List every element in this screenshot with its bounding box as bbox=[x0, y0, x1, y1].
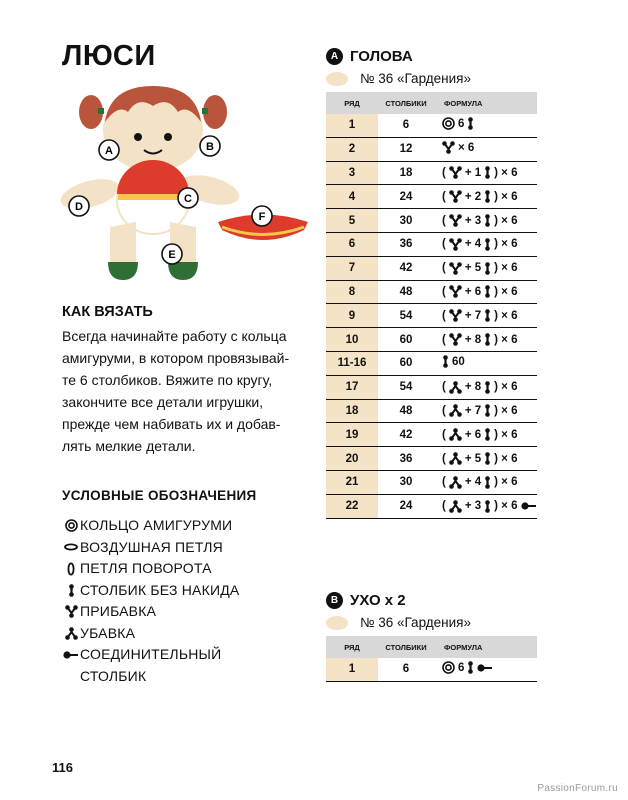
stitch-count: 54 bbox=[378, 304, 434, 328]
formula-text: + 3 bbox=[464, 500, 482, 513]
formula-text: ( bbox=[442, 333, 446, 346]
table-row bbox=[326, 328, 537, 352]
legend-item bbox=[62, 580, 239, 602]
formula-text: + 6 bbox=[464, 428, 482, 441]
stitch-count: 48 bbox=[378, 280, 434, 304]
formula-text: ) × 6 bbox=[494, 190, 518, 203]
chain-stitch-icon bbox=[62, 537, 80, 559]
single-crochet-icon bbox=[484, 285, 491, 298]
formula bbox=[434, 256, 537, 280]
legend-item bbox=[62, 623, 239, 645]
formula-text: + 3 bbox=[464, 214, 482, 227]
formula-text: ( bbox=[442, 262, 446, 275]
formula-text: + 6 bbox=[464, 285, 482, 298]
formula bbox=[434, 161, 537, 185]
row-number: 11-16 bbox=[326, 351, 378, 375]
stitch-count: 60 bbox=[378, 351, 434, 375]
formula bbox=[434, 114, 537, 137]
label-d-text: D bbox=[75, 201, 83, 213]
formula-text: ) × 6 bbox=[494, 428, 518, 441]
section-ear bbox=[326, 592, 537, 682]
legend-label: СТОЛБИК БЕЗ НАКИДА bbox=[80, 581, 240, 598]
single-crochet-icon bbox=[467, 661, 474, 674]
pattern-rows-ear bbox=[326, 658, 537, 681]
stitch-count: 42 bbox=[378, 423, 434, 447]
formula-text: + 8 bbox=[464, 333, 482, 346]
stitch-count: 36 bbox=[378, 447, 434, 471]
formula-text: ( bbox=[442, 476, 446, 489]
how-to-line: амигуруми, в котором провязывай- bbox=[62, 350, 290, 366]
single-crochet-icon bbox=[484, 238, 491, 251]
formula bbox=[434, 470, 537, 494]
turning-chain-icon bbox=[62, 558, 80, 580]
label-a-badge bbox=[99, 140, 119, 160]
table-row bbox=[326, 658, 537, 681]
legend-heading: УСЛОВНЫЕ ОБОЗНАЧЕНИЯ bbox=[62, 488, 257, 503]
legend-item bbox=[62, 558, 239, 580]
section-a-badge: A bbox=[326, 48, 343, 65]
magic-ring-icon bbox=[62, 515, 80, 537]
stitch-count: 18 bbox=[378, 161, 434, 185]
formula bbox=[434, 399, 537, 423]
label-f-badge bbox=[252, 206, 272, 226]
row-number: 10 bbox=[326, 328, 378, 352]
single-crochet-icon bbox=[484, 404, 491, 417]
formula-text: ) × 6 bbox=[494, 238, 518, 251]
formula bbox=[434, 280, 537, 304]
col-stitches: СТОЛБИКИ bbox=[378, 92, 434, 114]
doll-illustration bbox=[58, 82, 320, 292]
row-number: 4 bbox=[326, 185, 378, 209]
formula-text: + 4 bbox=[464, 476, 482, 489]
single-crochet-icon bbox=[484, 190, 491, 203]
formula-text: + 1 bbox=[464, 166, 482, 179]
formula bbox=[434, 375, 537, 399]
how-to-line: закончите все детали игрушки, bbox=[62, 394, 264, 410]
formula-text: ( bbox=[442, 285, 446, 298]
table-row bbox=[326, 399, 537, 423]
table-row bbox=[326, 209, 537, 233]
increase-icon bbox=[442, 141, 455, 154]
table-row bbox=[326, 494, 537, 518]
formula-text: + 8 bbox=[464, 381, 482, 394]
increase-icon bbox=[449, 333, 462, 346]
how-to-text bbox=[62, 325, 310, 457]
table-row bbox=[326, 470, 537, 494]
stitch-count: 12 bbox=[378, 137, 434, 161]
formula bbox=[434, 185, 537, 209]
legend-item bbox=[62, 537, 239, 559]
formula-text: ) × 6 bbox=[494, 333, 518, 346]
formula-text: ) × 6 bbox=[494, 500, 518, 513]
single-crochet-icon bbox=[484, 476, 491, 489]
section-a-yarn bbox=[326, 71, 537, 86]
single-crochet-icon bbox=[484, 428, 491, 441]
stitch-count: 48 bbox=[378, 399, 434, 423]
formula bbox=[434, 209, 537, 233]
row-number: 21 bbox=[326, 470, 378, 494]
increase-icon bbox=[449, 262, 462, 275]
page-title: ЛЮСИ bbox=[62, 40, 156, 72]
formula-text: 6 bbox=[458, 117, 465, 130]
stitch-count: 36 bbox=[378, 232, 434, 256]
col-row: РЯД bbox=[326, 636, 378, 658]
row-number: 17 bbox=[326, 375, 378, 399]
decrease-icon bbox=[449, 500, 462, 513]
col-formula: ФОРМУЛА bbox=[434, 92, 537, 114]
col-stitches: СТОЛБИКИ bbox=[378, 636, 434, 658]
stitch-count: 24 bbox=[378, 185, 434, 209]
formula-text: + 5 bbox=[464, 262, 482, 275]
table-row bbox=[326, 304, 537, 328]
formula-text: ( bbox=[442, 381, 446, 394]
formula-text: ( bbox=[442, 428, 446, 441]
section-b-badge: B bbox=[326, 592, 343, 609]
legend-label: КОЛЬЦО АМИГУРУМИ bbox=[80, 517, 233, 533]
stitch-count: 6 bbox=[378, 658, 434, 681]
magic-ring-icon bbox=[442, 117, 455, 130]
row-number: 19 bbox=[326, 423, 378, 447]
table-row bbox=[326, 256, 537, 280]
table-row bbox=[326, 280, 537, 304]
formula bbox=[434, 351, 537, 375]
legend-list bbox=[62, 515, 239, 687]
single-crochet-icon bbox=[484, 309, 491, 322]
page-number: 116 bbox=[52, 760, 73, 775]
yarn-label: № 36 «Гардения» bbox=[360, 615, 471, 630]
table-header-row bbox=[326, 92, 537, 114]
single-crochet-icon bbox=[442, 355, 449, 368]
decrease-icon bbox=[449, 404, 462, 417]
legend-item bbox=[62, 601, 239, 623]
single-crochet-icon bbox=[62, 580, 80, 602]
col-row: РЯД bbox=[326, 92, 378, 114]
row-number: 7 bbox=[326, 256, 378, 280]
formula-text: + 2 bbox=[464, 190, 482, 203]
yarn-swatch-icon bbox=[326, 72, 348, 86]
site-watermark: PassionForum.ru bbox=[537, 783, 618, 794]
section-b-title: УХО x 2 bbox=[350, 592, 406, 609]
single-crochet-icon bbox=[484, 214, 491, 227]
table-row bbox=[326, 423, 537, 447]
row-number: 1 bbox=[326, 114, 378, 137]
row-number: 22 bbox=[326, 494, 378, 518]
formula-text: ) × 6 bbox=[494, 166, 518, 179]
stitch-count: 54 bbox=[378, 375, 434, 399]
row-number: 2 bbox=[326, 137, 378, 161]
legend-item bbox=[62, 644, 239, 687]
formula-text: ( bbox=[442, 452, 446, 465]
section-a-header bbox=[326, 48, 537, 65]
formula-text: ) × 6 bbox=[494, 309, 518, 322]
formula-text: ( bbox=[442, 309, 446, 322]
table-row bbox=[326, 375, 537, 399]
table-row bbox=[326, 232, 537, 256]
legend-label: ВОЗДУШНАЯ ПЕТЛЯ bbox=[80, 538, 223, 555]
table-row bbox=[326, 161, 537, 185]
label-e-badge bbox=[162, 244, 182, 264]
legend-label: СОЕДИНИТЕЛЬНЫЙ СТОЛБИК bbox=[80, 646, 222, 684]
decrease-icon bbox=[449, 452, 462, 465]
formula-text: ) × 6 bbox=[494, 404, 518, 417]
formula-text: ( bbox=[442, 214, 446, 227]
increase-icon bbox=[62, 601, 80, 623]
single-crochet-icon bbox=[484, 333, 491, 346]
legend-item bbox=[62, 515, 239, 537]
section-a-title: ГОЛОВА bbox=[350, 48, 413, 65]
increase-icon bbox=[449, 166, 462, 179]
single-crochet-icon bbox=[484, 452, 491, 465]
yarn-label: № 36 «Гардения» bbox=[360, 71, 471, 86]
decrease-icon bbox=[62, 623, 80, 645]
formula-text: + 4 bbox=[464, 238, 482, 251]
formula-text: + 5 bbox=[464, 452, 482, 465]
table-row bbox=[326, 185, 537, 209]
stitch-count: 30 bbox=[378, 470, 434, 494]
slip-stitch-icon bbox=[477, 664, 493, 672]
label-b-text: B bbox=[206, 141, 214, 153]
single-crochet-icon bbox=[467, 117, 474, 130]
row-number: 1 bbox=[326, 658, 378, 681]
stitch-count: 42 bbox=[378, 256, 434, 280]
label-c-badge bbox=[178, 188, 198, 208]
legend-label: ПЕТЛЯ ПОВОРОТА bbox=[80, 560, 212, 576]
table-row bbox=[326, 114, 537, 137]
increase-icon bbox=[449, 238, 462, 251]
formula-text: ) × 6 bbox=[494, 381, 518, 394]
slip-stitch-icon bbox=[62, 644, 80, 666]
formula bbox=[434, 137, 537, 161]
table-row bbox=[326, 137, 537, 161]
stitch-count: 6 bbox=[378, 114, 434, 137]
stitch-count: 60 bbox=[378, 328, 434, 352]
increase-icon bbox=[449, 190, 462, 203]
increase-icon bbox=[449, 309, 462, 322]
decrease-icon bbox=[449, 428, 462, 441]
pattern-rows-head bbox=[326, 114, 537, 518]
formula-text: ) × 6 bbox=[494, 452, 518, 465]
stitch-count: 30 bbox=[378, 209, 434, 233]
row-number: 18 bbox=[326, 399, 378, 423]
decrease-icon bbox=[449, 476, 462, 489]
how-to-line: те 6 столбиков. Вяжите по кругу, bbox=[62, 372, 273, 388]
single-crochet-icon bbox=[484, 262, 491, 275]
formula bbox=[434, 304, 537, 328]
single-crochet-icon bbox=[484, 381, 491, 394]
label-a-text: A bbox=[105, 145, 113, 157]
stitch-count: 24 bbox=[378, 494, 434, 518]
formula-text: ( bbox=[442, 404, 446, 417]
how-to-line: прежде чем набивать их и добав- bbox=[62, 416, 281, 432]
formula-text: ) × 6 bbox=[494, 476, 518, 489]
table-row bbox=[326, 351, 537, 375]
formula-text: ) × 6 bbox=[494, 285, 518, 298]
formula-text: ( bbox=[442, 166, 446, 179]
section-b-yarn bbox=[326, 615, 537, 630]
how-to-line: Всегда начинайте работу с кольца bbox=[62, 328, 287, 344]
table-row bbox=[326, 447, 537, 471]
formula bbox=[434, 232, 537, 256]
formula-text: × 6 bbox=[458, 141, 475, 154]
how-to-line: лять мелкие детали. bbox=[62, 438, 196, 454]
section-b-header bbox=[326, 592, 537, 609]
formula-text: ) × 6 bbox=[494, 214, 518, 227]
single-crochet-icon bbox=[484, 500, 491, 513]
row-number: 6 bbox=[326, 232, 378, 256]
formula-text: ( bbox=[442, 238, 446, 251]
legend-label: ПРИБАВКА bbox=[80, 603, 157, 619]
slip-stitch-icon bbox=[521, 502, 537, 510]
formula bbox=[434, 423, 537, 447]
label-b-badge bbox=[200, 136, 220, 156]
row-number: 9 bbox=[326, 304, 378, 328]
increase-icon bbox=[449, 285, 462, 298]
label-f-text: F bbox=[258, 211, 266, 223]
doll-arm-left bbox=[58, 174, 122, 215]
formula-text: + 7 bbox=[464, 404, 482, 417]
label-d-badge bbox=[69, 196, 89, 216]
row-number: 3 bbox=[326, 161, 378, 185]
formula bbox=[434, 494, 537, 518]
formula-text: ) × 6 bbox=[494, 262, 518, 275]
formula-text: + 7 bbox=[464, 309, 482, 322]
formula bbox=[434, 658, 537, 681]
formula bbox=[434, 328, 537, 352]
magic-ring-icon bbox=[442, 661, 455, 674]
formula-text: 60 bbox=[452, 355, 465, 368]
pattern-table-ear bbox=[326, 636, 537, 682]
label-c-text: C bbox=[184, 193, 192, 205]
single-crochet-icon bbox=[484, 166, 491, 179]
yarn-swatch-icon bbox=[326, 616, 348, 630]
formula bbox=[434, 447, 537, 471]
table-header-row bbox=[326, 636, 537, 658]
label-e-text: E bbox=[168, 249, 176, 261]
pattern-table-head bbox=[326, 92, 537, 519]
how-to-heading: КАК ВЯЗАТЬ bbox=[62, 304, 153, 320]
legend-label: УБАВКА bbox=[80, 624, 136, 641]
formula-text: 6 bbox=[458, 661, 465, 674]
formula-text: ( bbox=[442, 500, 446, 513]
row-number: 5 bbox=[326, 209, 378, 233]
decrease-icon bbox=[449, 381, 462, 394]
row-number: 8 bbox=[326, 280, 378, 304]
row-number: 20 bbox=[326, 447, 378, 471]
increase-icon bbox=[449, 214, 462, 227]
formula-text: ( bbox=[442, 190, 446, 203]
col-formula: ФОРМУЛА bbox=[434, 636, 537, 658]
section-head bbox=[326, 48, 537, 519]
